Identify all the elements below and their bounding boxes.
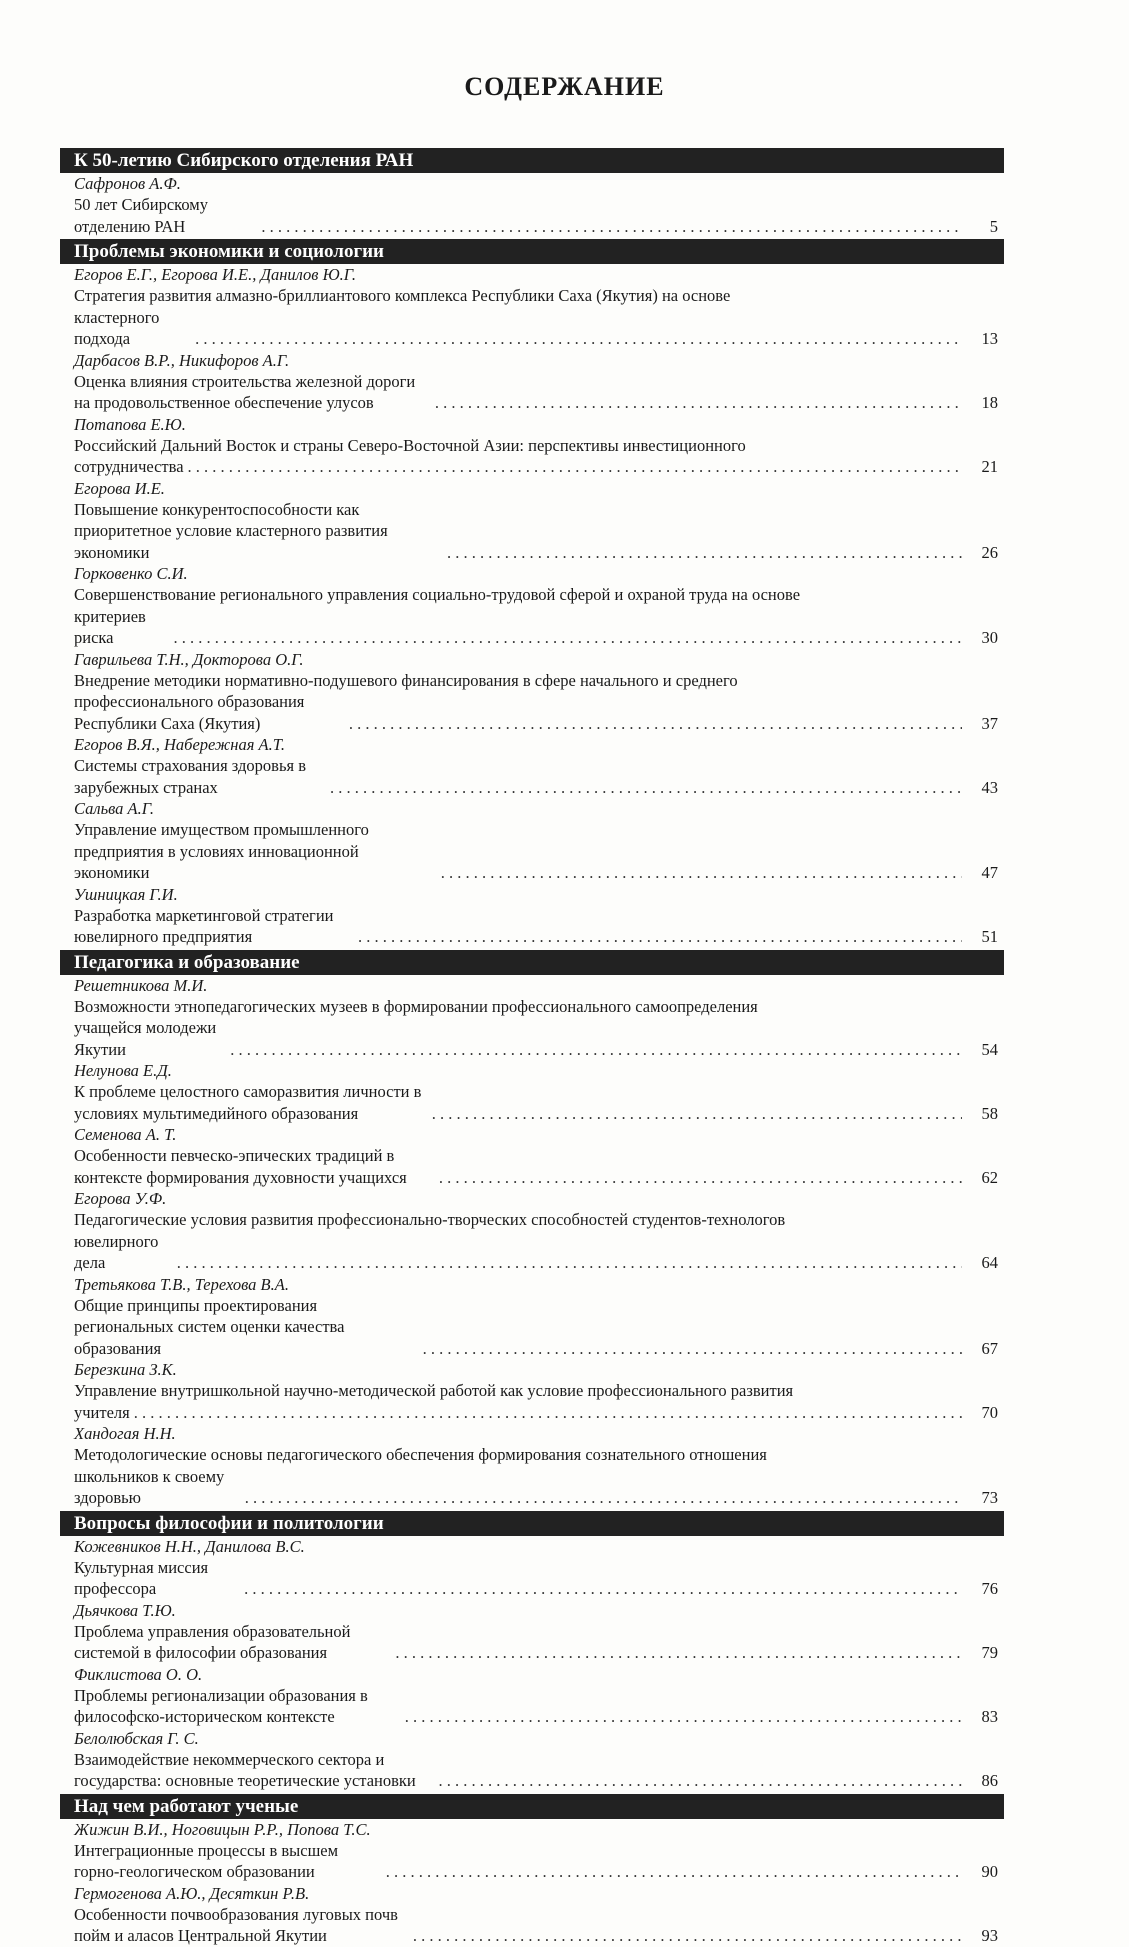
- entry-title: учителя: [74, 1402, 130, 1422]
- entry-title-line: Управление внутришкольной научно-методической работой как условие профессионального развития: [74, 1381, 794, 1400]
- page-title: СОДЕРЖАНИЕ: [464, 72, 665, 101]
- entry-author: Дарбасов В.Р., Никифоров А.Г.: [74, 350, 290, 370]
- entry-author: Сафронов А.Ф.: [74, 174, 181, 193]
- entry-title: Разработка маркетинговой стратегии ювелирного предприятия: [74, 905, 334, 946]
- entry-page-number: 54: [981, 1039, 998, 1059]
- entry-title-row: [74, 1295, 1004, 1360]
- entry-title-row: [74, 456, 1004, 478]
- entry-author: Березкина З.К.: [74, 1360, 177, 1379]
- entry-author: Белолюбская Г. С.: [74, 1728, 199, 1748]
- entry-page-number: 64: [981, 1253, 998, 1272]
- toc-entry: [60, 884, 1004, 948]
- dot-leader: [330, 777, 962, 799]
- entry-author: Кожевников Н.Н., Данилова В.С.: [74, 1536, 305, 1556]
- entry-title: Культурная миссия профессора: [74, 1557, 209, 1598]
- dot-leader: [134, 1402, 962, 1424]
- entry-page-number: 51: [981, 927, 998, 946]
- entry-author: Егоров В.Я., Набережная А.Т.: [74, 735, 285, 754]
- dot-leader: [230, 1039, 962, 1061]
- section-heading: Вопросы философии и политологии: [60, 1511, 1004, 1536]
- entry-title: критериев риска: [74, 606, 146, 647]
- dot-leader: [447, 542, 962, 564]
- entry-author: Фиклистова О. О.: [74, 1664, 203, 1684]
- entry-title-row: [74, 1402, 1004, 1424]
- entry-author: Сальва А.Г.: [74, 799, 154, 818]
- entry-title-row: [74, 1557, 1004, 1600]
- toc-entry: [60, 1274, 1004, 1360]
- entry-author: Егоров Е.Г., Егорова И.Е., Данилов Ю.Г.: [74, 265, 357, 284]
- entry-page-number: 37: [981, 713, 998, 733]
- entry-title: Проблема управления образовательной системой в философии образования: [74, 1621, 351, 1662]
- entry-title: Повышение конкурентоспособности как приоритетное условие кластерного развития экономики: [74, 499, 388, 562]
- toc-entry: [60, 1536, 1004, 1600]
- entry-title: 50 лет Сибирскому отделению РАН: [74, 195, 208, 236]
- entry-author: Егорова У.Ф.: [74, 1189, 167, 1208]
- section-heading: Педагогика и образование: [60, 950, 1004, 975]
- entry-title: ювелирного дела: [74, 1231, 159, 1272]
- entry-page-number: 90: [981, 1862, 998, 1881]
- entry-title: сотрудничества: [74, 457, 184, 476]
- entry-page-number: 67: [981, 1338, 998, 1358]
- toc-entry: [60, 1728, 1004, 1792]
- entry-title: К проблеме целостного саморазвития личности в условиях мультимедийного образования: [74, 1082, 422, 1123]
- dot-leader: [432, 1103, 962, 1125]
- entry-title-row: [74, 1081, 1004, 1124]
- entry-author: Гермогенова А.Ю., Десяткин Р.В.: [74, 1883, 310, 1903]
- toc-entry: [60, 173, 1004, 237]
- toc-entry: [60, 414, 1004, 478]
- dot-leader: [435, 392, 962, 414]
- entry-title-row: [74, 194, 1004, 237]
- entry-author: Хандогая Н.Н.: [74, 1424, 176, 1443]
- entry-page-number: 83: [981, 1707, 998, 1726]
- entry-title-row: [74, 499, 1004, 564]
- entry-title: кластерного подхода: [74, 307, 160, 348]
- toc-entry: [60, 1423, 1004, 1509]
- entry-title-row: [74, 1840, 1004, 1883]
- entry-title-line: Внедрение методики нормативно-подушевого финансирования в сфере начального и среднего: [74, 670, 738, 690]
- entry-title-row: [74, 371, 1004, 414]
- entry-title-row: [74, 1145, 1004, 1188]
- dot-leader: [439, 1167, 962, 1189]
- entry-title: Особенности почвообразования луговых почв пойм и аласов Центральной Якутии: [74, 1904, 398, 1945]
- entry-title: Взаимодействие некоммерческого сектора и государства: основные теоретические установки: [74, 1749, 416, 1790]
- section-heading: Над чем работают ученые: [60, 1794, 1004, 1819]
- section-heading: К 50-летию Сибирского отделения РАН: [60, 148, 1004, 173]
- entry-title-row: [74, 819, 1004, 884]
- entry-title-row: [74, 1466, 1004, 1509]
- entry-author: Жижин В.И., Ноговицын Р.Р., Попова Т.С.: [74, 1819, 371, 1839]
- toc-entry: [60, 649, 1004, 735]
- dot-leader: [395, 1642, 962, 1664]
- entry-title-line: Возможности этнопедагогических музеев в формировании профессионального самоопределения: [74, 996, 758, 1016]
- entry-author: Гаврильева Т.Н., Докторова О.Г.: [74, 649, 304, 669]
- entry-title-line: Стратегия развития алмазно-бриллиантового комплекса Республики Саха (Якутия) на основе: [74, 286, 731, 305]
- dot-leader: [358, 926, 962, 948]
- toc-entry: [60, 1819, 1004, 1883]
- toc-entry: [60, 478, 1004, 564]
- entry-title-line: Педагогические условия развития профессионально-творческих способностей студентов-технологов: [74, 1210, 786, 1229]
- table-of-contents: [60, 146, 1004, 1947]
- entry-title: Интеграционные процессы в высшем горно-геологическом образовании: [74, 1840, 339, 1881]
- entry-page-number: 79: [981, 1643, 998, 1662]
- toc-entry: [60, 264, 1004, 350]
- entry-title: Оценка влияния строительства железной дороги на продовольственное обеспечение улусов: [74, 371, 416, 412]
- entry-title-row: [74, 1685, 1004, 1728]
- toc-entry: [60, 798, 1004, 884]
- toc-entry: [60, 1124, 1004, 1188]
- entry-title-row: [74, 755, 1004, 798]
- entry-author: Решетникова М.И.: [74, 975, 208, 995]
- entry-title: учащейся молодежи Якутии: [74, 1018, 217, 1059]
- toc-entry: [60, 1883, 1004, 1947]
- entry-title-line: Совершенствование регионального управления социально-трудовой сферой и охраной труда на основе: [74, 585, 801, 604]
- toc-entry: [60, 350, 1004, 414]
- entry-title: Особенности певческо-эпических традиций в контексте формирования духовности учащихся: [74, 1146, 407, 1187]
- entry-page-number: 21: [981, 457, 998, 476]
- dot-leader: [423, 1338, 962, 1360]
- entry-page-number: 73: [981, 1488, 998, 1507]
- entry-author: Егорова И.Е.: [74, 478, 165, 498]
- toc-entry: [60, 1600, 1004, 1664]
- toc-entry: [60, 1188, 1004, 1274]
- entry-title-row: [74, 905, 1004, 948]
- entry-author: Дьячкова Т.Ю.: [74, 1600, 176, 1620]
- section-heading: Проблемы экономики и социологии: [60, 239, 1004, 264]
- entry-page-number: 86: [981, 1771, 998, 1790]
- entry-title-row: [74, 307, 1004, 350]
- entry-title-line: Методологические основы педагогического обеспечения формирования сознательного отношения: [74, 1445, 767, 1464]
- entry-title-row: [74, 691, 1004, 734]
- dot-leader: [349, 713, 962, 735]
- entry-title-row: [74, 1749, 1004, 1792]
- entry-page-number: 5: [989, 216, 998, 236]
- dot-leader: [261, 216, 962, 238]
- entry-title: Общие принципы проектирования региональных систем оценки качества образования: [74, 1295, 345, 1358]
- entry-page-number: 58: [981, 1103, 998, 1123]
- entry-author: Третьякова Т.В., Терехова В.А.: [74, 1274, 289, 1294]
- dot-leader: [188, 456, 962, 478]
- entry-page-number: 13: [981, 329, 998, 348]
- dot-leader: [439, 1770, 963, 1792]
- entry-author: Потапова Е.Ю.: [74, 414, 186, 434]
- entry-title-row: [74, 1231, 1004, 1274]
- dot-leader: [386, 1861, 962, 1883]
- dot-leader: [441, 862, 962, 884]
- entry-page-number: 76: [981, 1579, 998, 1598]
- entry-title: Проблемы регионализации образования в философско-историческом контексте: [74, 1685, 368, 1726]
- entry-title: профессионального образования Республики Саха (Якутия): [74, 692, 305, 733]
- entry-page-number: 62: [981, 1167, 998, 1187]
- entry-title-row: [74, 1621, 1004, 1664]
- entry-page-number: 70: [981, 1402, 998, 1422]
- dot-leader: [177, 1252, 962, 1274]
- dot-leader: [245, 1487, 962, 1509]
- entry-title: Управление имуществом промышленного предприятия в условиях инновационной экономики: [74, 820, 369, 882]
- entry-title: школьников к своему здоровью: [74, 1466, 225, 1507]
- entry-page-number: 43: [981, 777, 998, 797]
- entry-page-number: 93: [981, 1926, 998, 1945]
- toc-entry: [60, 734, 1004, 798]
- dot-leader: [174, 627, 962, 649]
- entry-author: Ушницкая Г.И.: [74, 884, 178, 904]
- entry-page-number: 47: [981, 863, 998, 882]
- dot-leader: [413, 1925, 962, 1947]
- entry-title-row: [74, 1017, 1004, 1060]
- entry-author: Горковенко С.И.: [74, 564, 188, 583]
- entry-page-number: 30: [981, 628, 998, 647]
- entry-title-row: [74, 606, 1004, 649]
- entry-author: Нелунова Е.Д.: [74, 1061, 172, 1080]
- toc-entry: [60, 1359, 1004, 1423]
- dot-leader: [195, 328, 962, 350]
- entry-title: Системы страхования здоровья в зарубежных странах: [74, 756, 306, 797]
- toc-entry: [60, 563, 1004, 649]
- dot-leader: [405, 1706, 962, 1728]
- dot-leader: [244, 1578, 962, 1600]
- toc-entry: [60, 975, 1004, 1061]
- toc-entry: [60, 1664, 1004, 1728]
- entry-title-line: Российский Дальний Восток и страны Северо-Восточной Азии: перспективы инвестиционного: [74, 435, 746, 455]
- toc-entry: [60, 1060, 1004, 1124]
- entry-title-row: [74, 1904, 1004, 1947]
- entry-page-number: 18: [981, 393, 998, 412]
- entry-author: Семенова А. Т.: [74, 1125, 177, 1144]
- entry-page-number: 26: [981, 542, 998, 562]
